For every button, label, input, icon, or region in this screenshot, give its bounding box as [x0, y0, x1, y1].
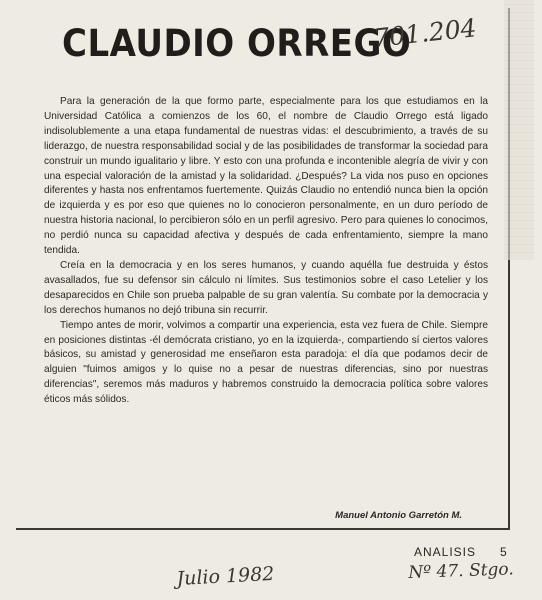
handwritten-date: Julio 1982 — [176, 562, 275, 590]
bleed-through-text — [504, 0, 534, 260]
article-title: CLAUDIO ORREGO — [62, 22, 412, 65]
article-body — [44, 95, 488, 408]
handwritten-archive-code: 701.204 — [372, 13, 478, 53]
magazine-name: ANALISIS — [414, 545, 477, 559]
author-signature: Manuel Antonio Garretón M. — [335, 510, 462, 521]
paragraph-2: Creía en la democracia y en los seres humanos, y cuando aquélla fue destruida y éstos avasallados, fue su defensor sin cálculo ni límites. Sus testimonios sobre el caso Letelier y los desaparecidos en Chile son prueba palpable de su gran valentía. Su combate por la democracia y los derechos humanos no dejó tribuna sin recurrir. — [44, 259, 488, 316]
handwritten-issue: Nº 47. Stgo. — [408, 559, 515, 583]
paragraph-3: Tiempo antes de morir, volvimos a compartir una experiencia, esta vez fuera de Chile. Siempre en posiciones distintas -él demócrata cristiano, yo en la izquierda-, compartiendo sí ciertos valores básicos, su amistad y generosidad me enseñaron esta paradoja: el día que podamos decir de alguien "fuimos amigos y lo quise no a pesar de nuestras diferencias, sino por nuestras diferencias", seremos más maduros y habremos construido la democracia política sobre valores éticos más sólidos. — [44, 319, 488, 406]
paragraph-1: Para la generación de la que formo parte, especialmente para los que estudiamos en la Universidad Católica a comienzos de los 60, el nombre de Claudio Orrego está ligado indisolublemente a una etapa fundamental de nuestras vidas: el descubrimiento, a través de su liderazgo, de nuestra responsabilidad social y de las posibilidades de transformar la sociedad para construir un mundo igualitario y libre. Y esto con una profunda e incontenible alegría de vivir y con una especial valoración de la amistad y la solidaridad. ¿Después? La vida nos puso en opciones diferentes y hasta nos enfrentamos fuertemente. Quizás Claudio no entendió nunca bien la opción de izquierda y es por eso que quienes no lo conocieron personalmente, en un duro período de nuestra historia nacional, lo percibieron sólo en un perfil agresivo. Pero para quienes lo conocimos, no perdió nunca su capacidad afectiva y después de cada enfrentamiento, siempre la mano tendida. — [44, 96, 488, 257]
page-number: 5 — [500, 545, 507, 559]
